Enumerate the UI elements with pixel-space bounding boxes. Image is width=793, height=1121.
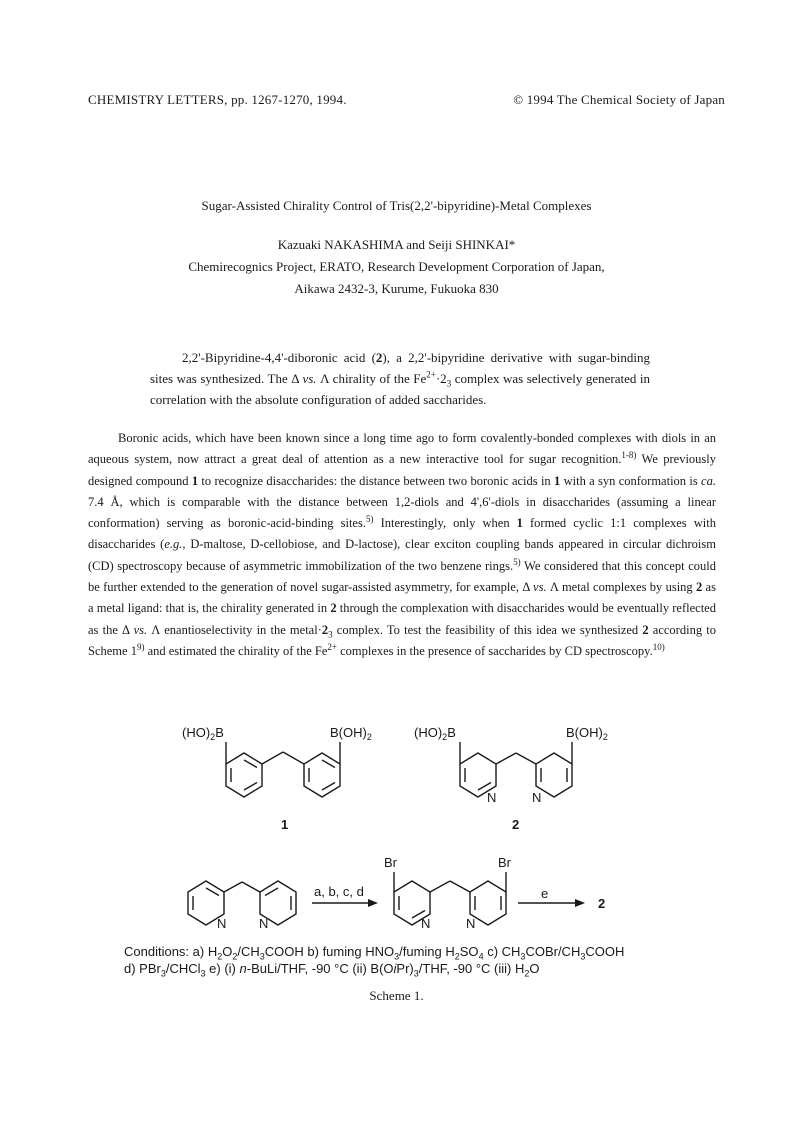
- compound-2-number: 2: [512, 817, 520, 832]
- affiliation-line-2: Aikawa 2432-3, Kurume, Fukuoka 830: [294, 281, 499, 296]
- paper-title: Sugar-Assisted Chirality Control of Tris(2,2'-bipyridine)-Metal Complexes: [201, 198, 592, 213]
- compound-1-structure: [226, 742, 340, 797]
- compound-2-structure: [460, 742, 572, 797]
- compound-1-boh-label: $B(OH)_2$: [330, 725, 372, 742]
- bipyridine-n-left: N: [217, 916, 227, 931]
- copyright-notice: © 1994 The Chemical Society of Japan: [513, 92, 725, 107]
- compound-2-hob-label: $(HO)_2B$: [414, 725, 456, 742]
- compound-2-boh-label: $B(OH)_2$: [566, 725, 608, 742]
- body-paragraph: Boronic acids, which have been known since a long time ago to form covalently-bonded complexes with diols in an aqueous system, now attract a great deal of attention as a new interactive tool for sugar recognition.$^{1-8)}$ We previously designed compound 1 to recognize disaccharides: the distance between two boronic acids in 1 with a syn conformation is ca. 7.4 Å, which is comparable with the distance between 1,2-diols and 4',6'-diols in disaccharides (assuming a linear conformation) serving as boronic-acid-binding sites.$^{5)}$ Interestingly, only when 1 formed cyclic 1:1 complexes with disaccharides (e.g., D-maltose, D-cellobiose, and D-lactose), clear exciton coupling bands appeared in circular dichroism (CD) spectroscopy because of asymmetric immobilization of the two benzene rings.$^{5)}$ We considered that this concept could be further extended to the generation of novel sugar-assisted asymmetry, for example, Δ vs. Λ metal complexes by using 2 as a metal ligand: that is, the chirality generated in 2 through the complexation with disaccharides would be eventually reflected as the Δ vs. Λ enantioselectivity in the $metal\cdot 2_3$ complex. To test the feasibility of this idea we synthesized 2 according to Scheme 1$^{9)}$ and estimated the chirality of the $Fe^{2+}$ complexes in the presence of saccharides by CD spectroscopy.$^{10)}$: [88, 431, 717, 658]
- bipyridine-n-right: N: [259, 916, 269, 931]
- journal-citation: CHEMISTRY LETTERS, pp. 1267-1270, 1994.: [88, 92, 347, 107]
- reagent-e: e: [541, 886, 549, 901]
- compound-1-hob-label: $(HO)_2B$: [182, 725, 224, 742]
- reagents-abcd: a, b, c, d: [314, 884, 364, 899]
- compound-2-n-left: N: [487, 790, 497, 805]
- bromo-right-label: Br: [498, 855, 511, 870]
- dibromo-n-left: N: [421, 916, 431, 931]
- dibromo-bipyridine-structure: [394, 872, 506, 925]
- dibromo-n-right: N: [466, 916, 476, 931]
- compound-2-n-right: N: [532, 790, 542, 805]
- product-2: 2: [598, 896, 606, 911]
- conditions-line-1: Conditions: a) $H_2O_2/CH_3COOH$ b) fuming $HNO_3$/fuming $H_2SO_4$ c) $CH_3COBr/CH_3COOH$: [124, 944, 625, 962]
- author-list: Kazuaki NAKASHIMA and Seiji SHINKAI*: [277, 237, 516, 252]
- affiliation-line-1: Chemirecognics Project, ERATO, Research Development Corporation of Japan,: [188, 259, 605, 274]
- abstract: 2,2'-Bipyridine-4,4'-diboronic acid (2), a 2,2'-bipyridine derivative with sugar-binding sites was synthesized. The Δ vs. Λ chirality of the $Fe^{2+}\cdot 2_3$ complex was selectively generated in correlation with the absolute configuration of added saccharides.: [150, 350, 650, 407]
- conditions-line-2: d) PBr$_3$/CHCl$_3$ e) (i) n-BuLi/THF, -90 °C (ii) $B(OiPr)_3$/THF, -90 °C (iii) $H_2O$: [124, 961, 540, 979]
- bipyridine-structure: [188, 881, 296, 925]
- bromo-left-label: Br: [384, 855, 397, 870]
- compound-1-number: 1: [281, 817, 289, 832]
- scheme-caption: Scheme 1.: [369, 988, 424, 1003]
